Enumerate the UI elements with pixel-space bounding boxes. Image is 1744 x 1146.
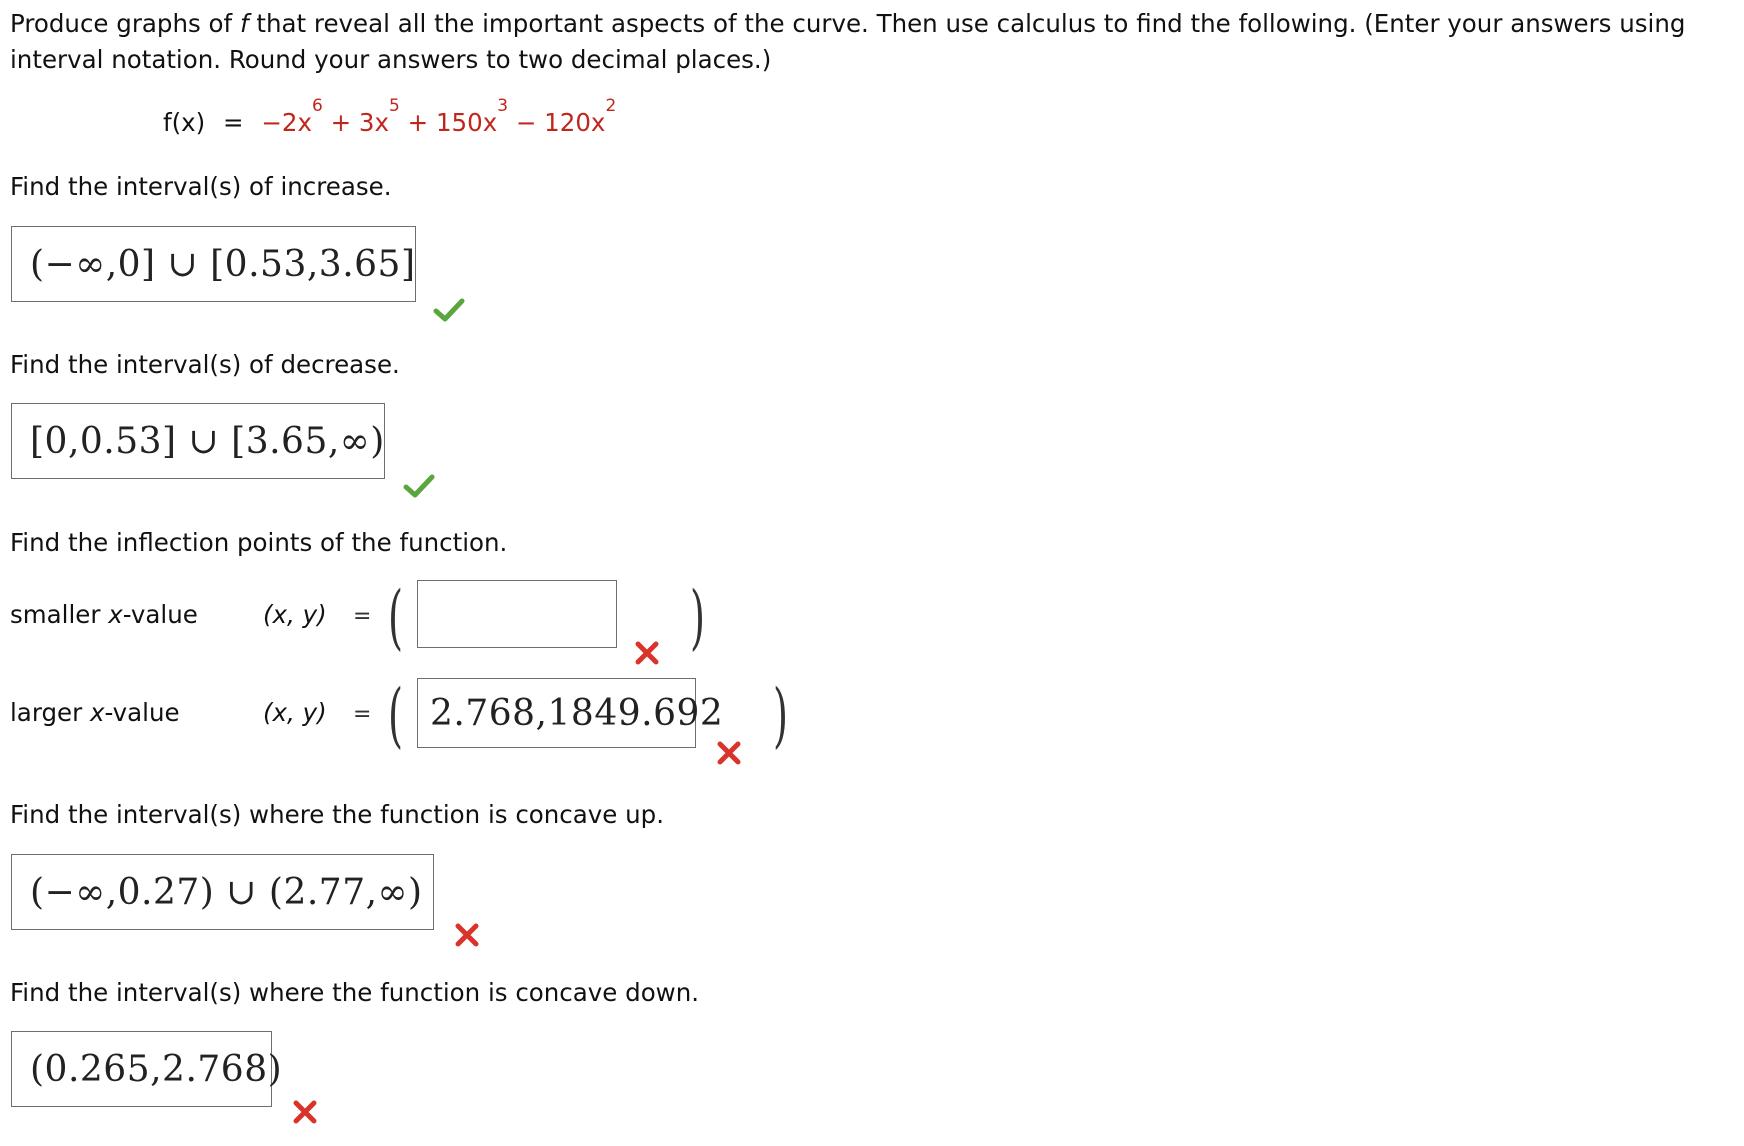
smaller-label-var: x — [108, 600, 123, 629]
larger-inflection-input[interactable] — [417, 678, 724, 748]
problem-instructions — [10, 6, 1735, 78]
instructions-text-end: that reveal all the important aspects of the curve. Then use calculus to find the following. (Enter your answers using interval notation. Round your answers to two decimal places.) — [10, 9, 1686, 74]
term-3: + 150x — [399, 108, 498, 137]
larger-equals: = — [353, 702, 372, 727]
decrease-answer-input[interactable] — [11, 403, 385, 479]
inflection-question-label: Find the inflection points of the function. — [10, 528, 508, 557]
term-4: − 120x — [508, 108, 606, 137]
larger-label-pre: larger — [10, 698, 90, 727]
decrease-answer-value: [0,0.53] ∪ [3.65,∞) — [30, 420, 385, 462]
term-3-exponent: 3 — [497, 96, 509, 116]
cross-icon — [714, 738, 744, 768]
concave-down-answer-input[interactable] — [11, 1031, 283, 1107]
cross-icon — [290, 1097, 320, 1127]
smaller-label-post: -value — [122, 600, 198, 629]
smaller-open-paren: ( — [388, 576, 404, 658]
smaller-equals: = — [353, 604, 372, 629]
larger-x-value-label — [10, 698, 180, 727]
increase-question-label: Find the interval(s) of increase. — [10, 172, 392, 201]
smaller-x-value-label — [10, 600, 198, 629]
check-icon — [433, 296, 465, 324]
smaller-xy-label — [263, 600, 327, 629]
smaller-label-pre: smaller — [10, 600, 109, 629]
function-expression — [261, 96, 617, 137]
cross-icon — [632, 638, 662, 668]
check-icon — [403, 472, 435, 500]
smaller-inflection-input[interactable] — [417, 580, 617, 648]
function-definition — [163, 96, 617, 137]
function-equals: = — [223, 108, 244, 137]
larger-open-paren: ( — [388, 674, 404, 756]
instructions-text-start: Produce graphs of — [10, 9, 240, 38]
larger-xy-text: (x, y) — [263, 698, 327, 727]
concave-up-answer-value: (−∞,0.27) ∪ (2.77,∞) — [30, 871, 423, 913]
concave-up-answer-input[interactable] — [11, 854, 434, 930]
larger-xy-label — [263, 698, 327, 727]
larger-label-post: -value — [104, 698, 180, 727]
cross-icon — [452, 920, 482, 950]
term-2: + 3x — [322, 108, 390, 137]
instructions-function-symbol: f — [239, 9, 249, 38]
term-1-exponent: 6 — [312, 96, 323, 116]
concave-up-question-label: Find the interval(s) where the function is concave up. — [10, 800, 665, 829]
concave-down-answer-value: (0.265,2.768) — [30, 1048, 283, 1090]
function-lhs: f(x) — [163, 108, 206, 137]
term-2-exponent: 5 — [389, 96, 400, 116]
larger-inflection-value: 2.768,1849.692 — [430, 692, 724, 734]
increase-answer-value: (−∞,0] ∪ [0.53,3.65] — [30, 243, 416, 285]
larger-label-var: x — [89, 698, 105, 727]
decrease-question-label: Find the interval(s) of decrease. — [10, 350, 400, 379]
term-1: −2x — [261, 108, 312, 137]
term-4-exponent: 2 — [605, 96, 617, 116]
larger-close-paren: ) — [773, 674, 789, 756]
smaller-xy-text: (x, y) — [263, 600, 327, 629]
smaller-close-paren: ) — [690, 576, 706, 658]
increase-answer-input[interactable] — [11, 226, 416, 302]
concave-down-question-label: Find the interval(s) where the function is concave down. — [10, 978, 700, 1007]
